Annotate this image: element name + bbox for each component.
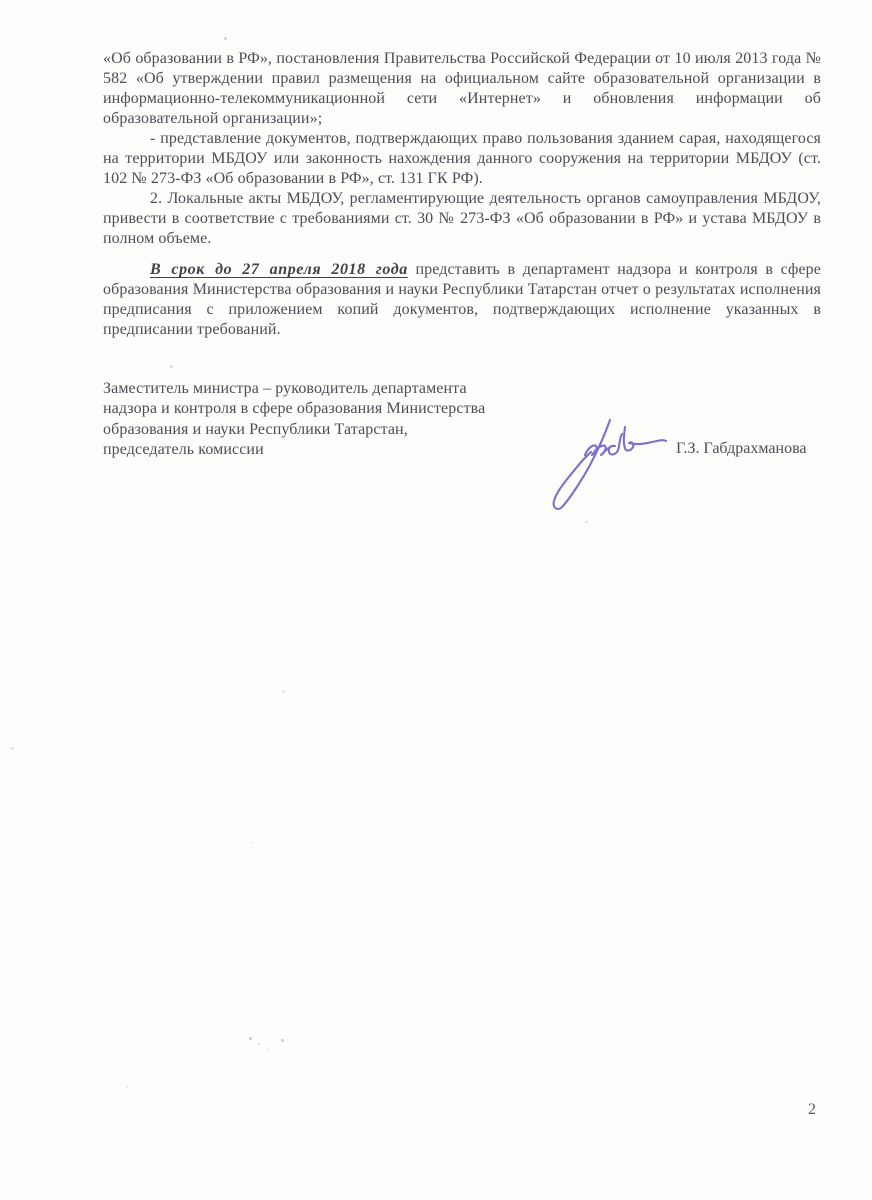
paragraph-deadline (103, 260, 821, 340)
scan-speckle (126, 1086, 128, 1088)
scan-speckle (282, 690, 285, 693)
page-number: 2 (808, 1101, 816, 1118)
scan-speckle (585, 521, 588, 523)
signer-title-line: надзора и контроля в сфере образования Министерства (103, 400, 486, 418)
scan-speckle (170, 365, 173, 368)
document-body (103, 49, 821, 340)
handwritten-signature-icon (545, 398, 675, 523)
paragraph-local-acts: 2. Локальные акты МБДОУ, регламентирующие деятельность органов самоуправления МБДОУ, привести в соответствие с требованиями ст. 30 № 273-ФЗ «Об образовании в РФ» и устава МБДОУ в полном объеме. (103, 190, 821, 247)
signature-title-block (103, 379, 563, 460)
signer-title-line: председатель комиссии (103, 440, 264, 458)
scan-speckle (267, 1049, 269, 1051)
scan-speckle (258, 1043, 260, 1045)
signer-title-line: образования и науки Республики Татарстан, (103, 420, 408, 438)
scan-speckle (11, 747, 14, 750)
paragraph-documents-requirement: - представление документов, подтверждающих право пользования зданием сарая, находящегося на территории МБДОУ или законность нахождения данного сооружения на территории МБДОУ (ст. 102 № 273-ФЗ «Об образовании в РФ», ст. 131 ГК РФ). (103, 130, 821, 187)
scan-speckle (224, 37, 227, 40)
signer-name: Г.З. Габдрахманова (676, 440, 807, 457)
deadline-date-emphasis: В срок до 27 апреля 2018 года (150, 261, 408, 278)
paragraph-law-reference: «Об образовании в РФ», постановления Правительства Российской Федерации от 10 июля 2013 года № 582 «Об утверждении правил размещения на официальном сайте образовательной организации в информационно-телекоммуникационной сети «Интернет» и обновления информации об образовательной организации»; (103, 50, 821, 127)
scan-speckle (281, 1039, 284, 1042)
signer-title-line: Заместитель министра – руководитель департамента (103, 380, 467, 397)
deadline-instruction-text: представить в департамент надзора и контроля в сфере образования Министерства образования и науки Республики Татарстан отчет о результатах исполнения предписания с приложением копий документов, подтверждающих исполнение указанных в предписании требований. (103, 261, 821, 338)
scan-speckle (249, 1037, 252, 1040)
scan-speckle (252, 842, 254, 844)
